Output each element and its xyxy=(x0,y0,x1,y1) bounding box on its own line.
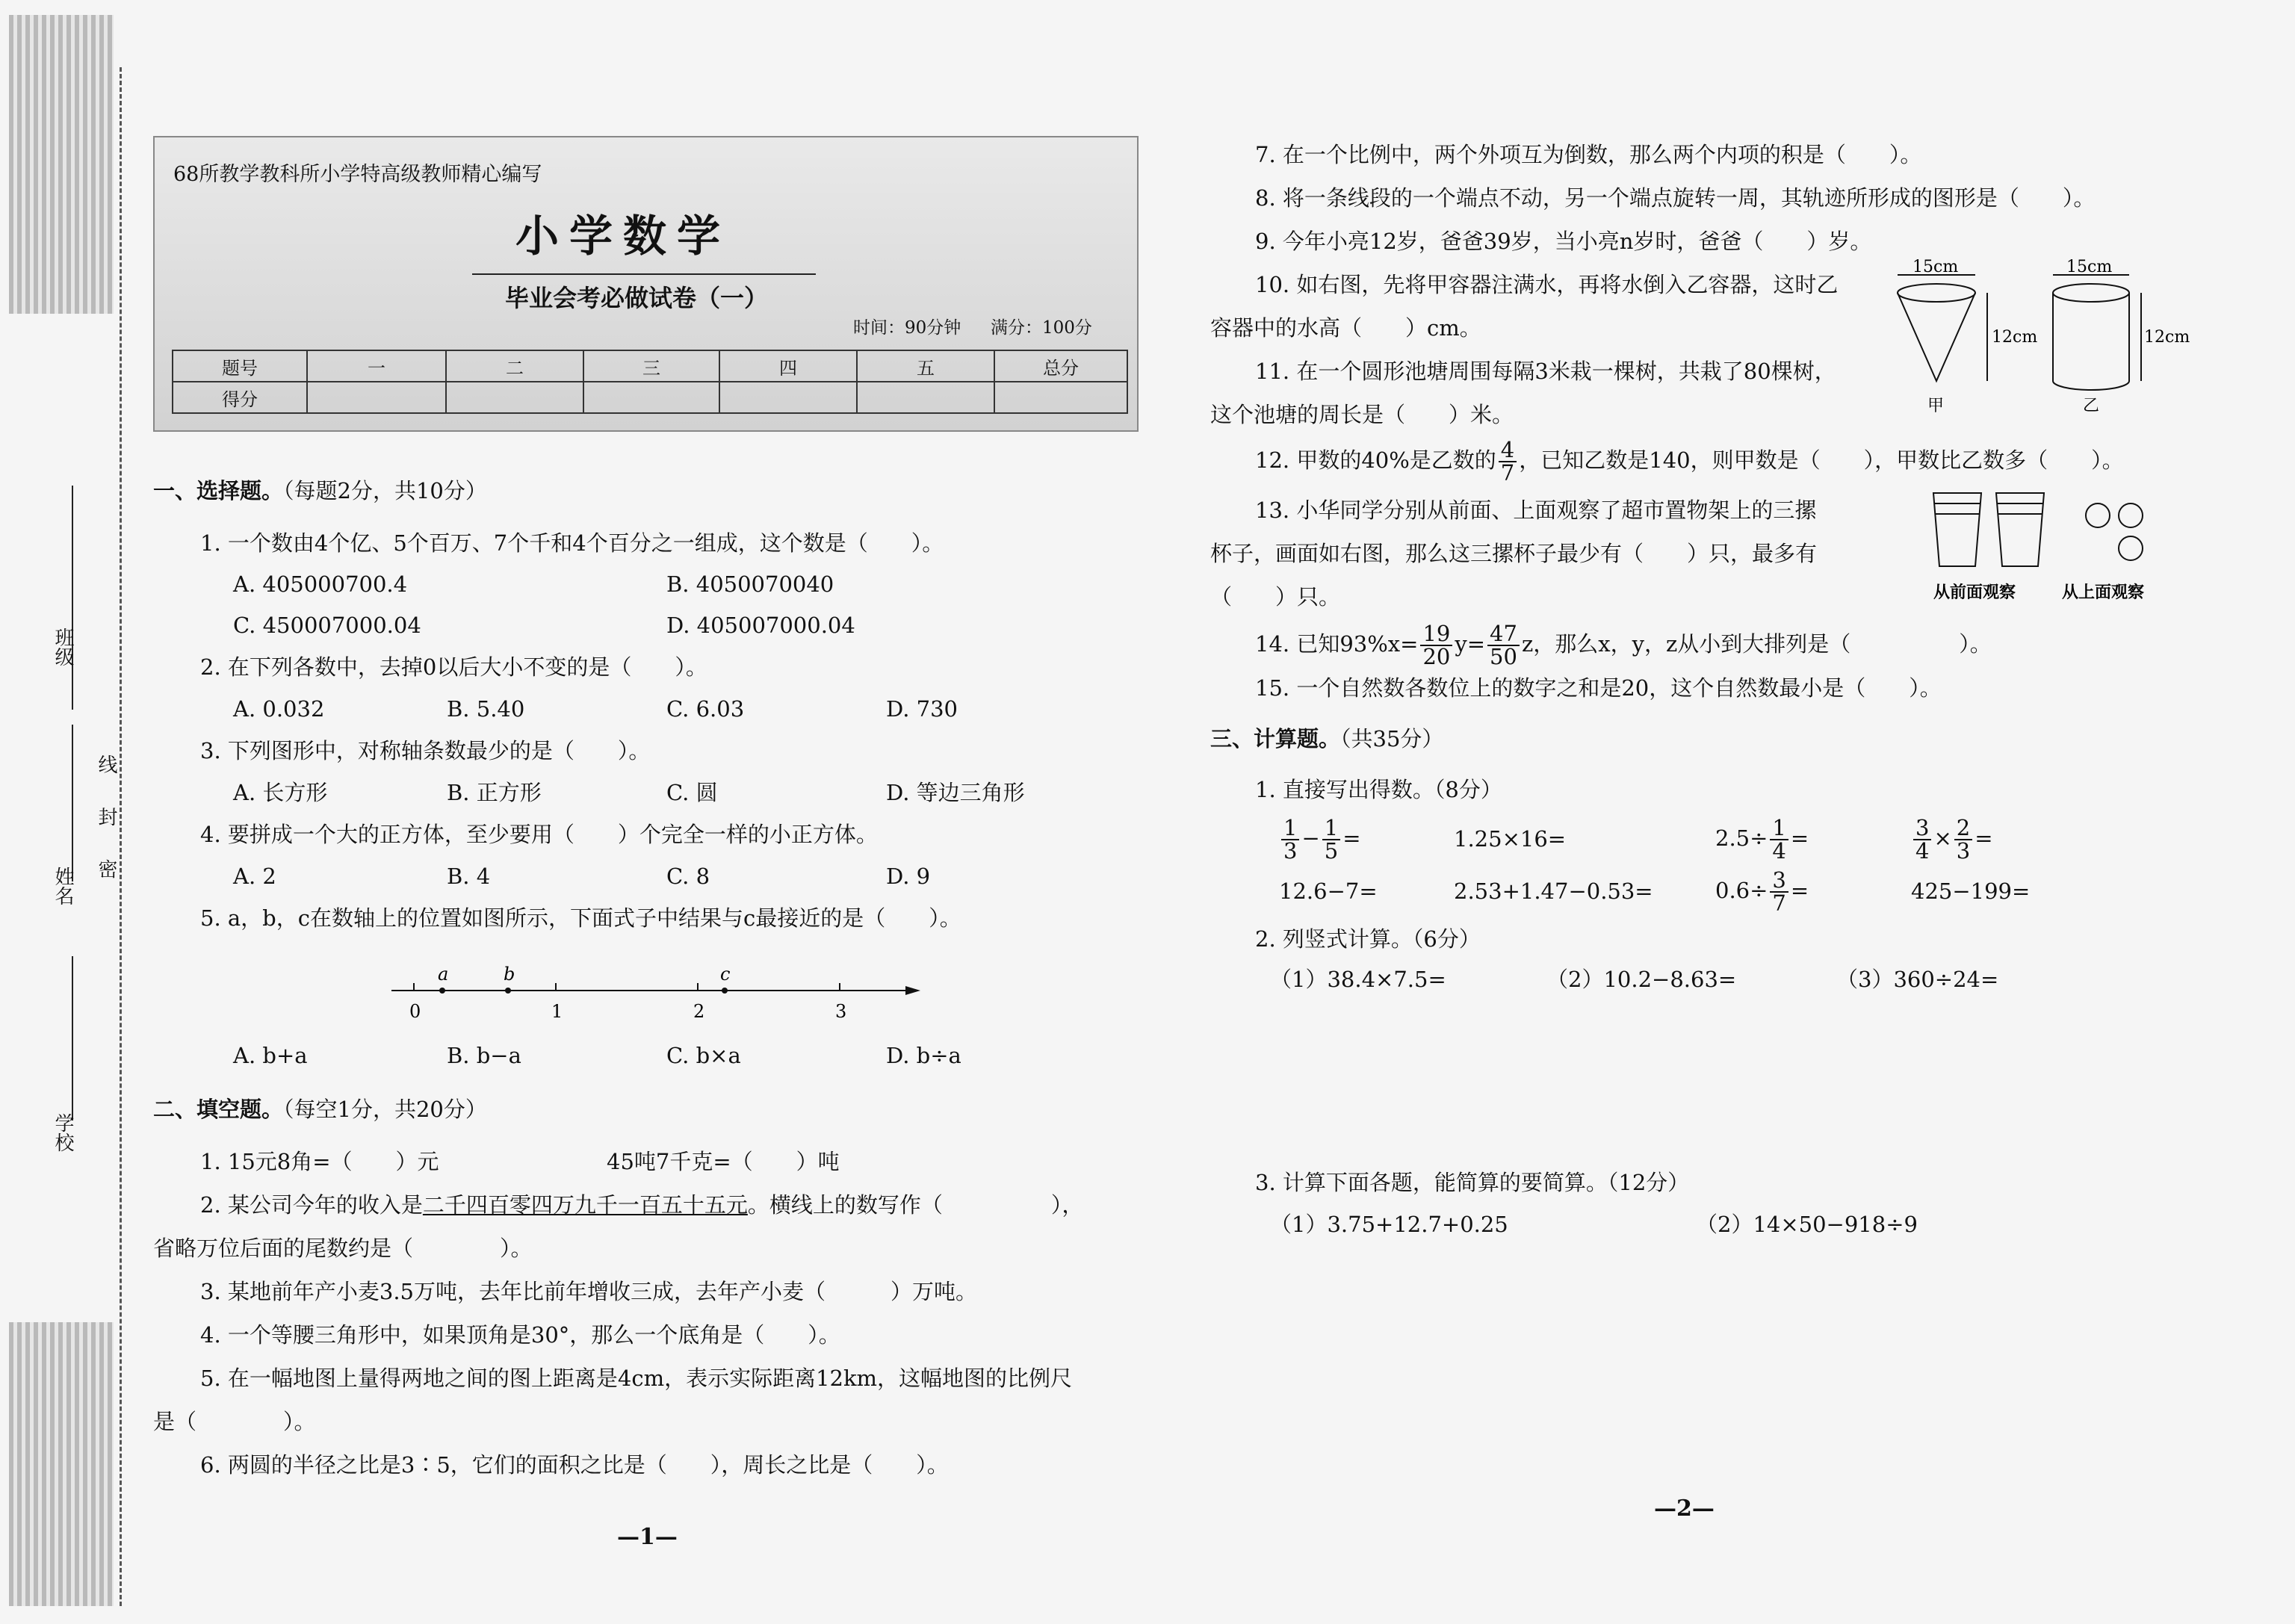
score-blank xyxy=(307,382,446,413)
tick-label-3: 3 xyxy=(835,1001,847,1022)
s3-e4-eq: = xyxy=(1975,825,1993,851)
s1-q4-option-d: D. 9 xyxy=(886,864,931,889)
s2-q14-frac1 xyxy=(1420,623,1452,668)
section2-title xyxy=(153,1097,487,1123)
s2-q3: 3. 某地前年产小麦3.5万吨，去年比前年增收三成，去年产小麦（ ）万吨。 xyxy=(200,1279,978,1304)
s1-q1-option-d: D. 405007000.04 xyxy=(666,613,855,638)
point-label-b: b xyxy=(504,964,515,985)
score-cell-q4: 四 xyxy=(719,350,857,382)
s3-s2: （2）14×50−918÷9 xyxy=(1696,1212,1918,1237)
s3-e1-n2: 1 xyxy=(1322,817,1340,840)
s2-q12-pre: 12. 甲数的40%是乙数的 xyxy=(1255,447,1496,473)
publisher-line: 68所教学教科所小学特高级教师精心编写 xyxy=(173,163,542,186)
s3-v2: （2）10.2−8.63= xyxy=(1546,967,1737,992)
s3-s1: （1）3.75+12.7+0.25 xyxy=(1270,1212,1508,1237)
point-a xyxy=(439,988,445,994)
s3-e4-n1: 3 xyxy=(1913,817,1931,840)
name-label: 姓名 xyxy=(52,867,74,905)
s1-q4-option-b: B. 4 xyxy=(447,864,491,889)
s1-q4-option-a: A. 2 xyxy=(233,864,276,889)
s3-e3-eq: = xyxy=(1790,825,1809,851)
s3-e7-n: 3 xyxy=(1770,870,1788,893)
s2-q6: 6. 两圆的半径之比是3∶5，它们的面积之比是（ ），周长之比是（ ）。 xyxy=(200,1452,949,1478)
s2-q10-line2: 容器中的水高（ ）cm。 xyxy=(1210,315,1481,341)
s3-e1-frac1 xyxy=(1281,817,1299,862)
score-blank xyxy=(994,382,1127,413)
s2-q11-line2: 这个池塘的周长是（ ）米。 xyxy=(1210,402,1514,427)
s2-q2-underlined: 二千四百零四万九千一百五十五元 xyxy=(422,1192,748,1218)
s3-e3-n: 1 xyxy=(1770,817,1788,840)
number-line-arrow xyxy=(905,986,920,995)
page-number-left: —1— xyxy=(617,1524,678,1550)
s3-e3 xyxy=(1715,817,1809,862)
s2-q11-line1: 11. 在一个圆形池塘周围每隔3米栽一棵树，共栽了80棵树， xyxy=(1255,359,1836,384)
cone-body xyxy=(1898,293,1975,381)
s3-e4-d1: 4 xyxy=(1915,838,1930,864)
number-line-figure xyxy=(388,964,926,1023)
s3-e6: 2.53+1.47−0.53= xyxy=(1454,878,1653,904)
section3-title xyxy=(1210,726,1443,752)
s2-q5-line2: 是（ ）。 xyxy=(153,1409,316,1434)
top-view-cup-3 xyxy=(2119,536,2143,560)
s3-e4-frac1 xyxy=(1913,817,1931,862)
cone-rim xyxy=(1898,284,1975,302)
s3-e4-op: × xyxy=(1933,825,1952,851)
s2-q12-num: 4 xyxy=(1499,439,1517,462)
score-blank xyxy=(583,382,719,413)
score-table-score-row xyxy=(173,382,1127,413)
tick-label-2: 2 xyxy=(693,1001,705,1022)
section1-heading: 一、选择题。 xyxy=(153,478,284,503)
s1-q3-option-a: A. 长方形 xyxy=(233,780,328,805)
name-fill-line xyxy=(72,725,73,881)
score-table xyxy=(172,350,1128,414)
s2-q14-n1: 19 xyxy=(1420,623,1452,646)
section2-note: （每空1分，共20分） xyxy=(283,1097,487,1122)
q13-figure xyxy=(1927,486,2181,613)
exam-title: 毕业会考必做试卷（一） xyxy=(505,284,769,312)
s2-q1b: 45吨7千克=（ ）吨 xyxy=(607,1149,840,1174)
s2-q5-line1: 5. 在一幅地图上量得两地之间的图上距离是4cm，表示实际距离12km，这幅地图的比例尺 xyxy=(200,1366,1073,1391)
score-cell-label: 题号 xyxy=(173,350,307,382)
s1-q3-option-b: B. 正方形 xyxy=(447,780,542,805)
s3-e4-d2: 3 xyxy=(1956,838,1971,864)
s2-q14-d1: 20 xyxy=(1422,644,1451,669)
cone-height-label: 12cm xyxy=(1992,328,2038,347)
front-view-caption: 从前面观察 xyxy=(1933,583,2016,602)
class-label: 班级 xyxy=(52,627,74,666)
s1-q1-stem: 1. 一个数由4个亿、5个百万、7个千和4个百分之一组成，这个数是（ ）。 xyxy=(200,530,944,556)
s2-q2-line1 xyxy=(200,1192,1083,1218)
s3-e4 xyxy=(1911,817,1993,862)
s2-q14 xyxy=(1255,623,1992,668)
cylinder-caption: 乙 xyxy=(2083,397,2100,415)
point-label-c: c xyxy=(720,964,731,985)
s2-q10-line1: 10. 如右图，先将甲容器注满水，再将水倒入乙容器，这时乙 xyxy=(1255,272,1839,297)
s3-e1-d1: 3 xyxy=(1283,838,1298,864)
s3-v3: （3）360÷24= xyxy=(1836,967,1999,992)
s3-e3-frac xyxy=(1770,817,1788,862)
seal-char-feng: 封 xyxy=(95,807,117,826)
s3-e1-n1: 1 xyxy=(1281,817,1299,840)
s3-p1-title: 1. 直接写出得数。（8分） xyxy=(1255,777,1502,802)
point-b xyxy=(505,988,511,994)
s1-q2-option-d: D. 730 xyxy=(886,696,958,722)
s2-q8: 8. 将一条线段的一个端点不动，另一个端点旋转一周，其轨迹所形成的图形是（ ）。 xyxy=(1255,185,2096,211)
s3-e3-pre: 2.5÷ xyxy=(1715,825,1768,851)
s3-e7 xyxy=(1715,867,1809,916)
s3-e4-frac2 xyxy=(1954,817,1972,862)
s1-q3-option-d: D. 等边三角形 xyxy=(886,780,1025,805)
s2-q14-d2: 50 xyxy=(1490,644,1517,669)
s2-q1a: 1. 15元8角=（ ）元 xyxy=(200,1149,439,1174)
s1-q4-stem: 4. 要拼成一个大的正方体，至少要用（ ）个完全一样的小正方体。 xyxy=(200,822,878,847)
section1-title xyxy=(153,478,487,504)
score-cell-q2: 二 xyxy=(446,350,583,382)
score-table-header-row xyxy=(173,350,1127,382)
s1-q1-option-b: B. 4050070040 xyxy=(666,571,834,597)
point-c xyxy=(722,988,728,994)
s3-e1-d2: 5 xyxy=(1324,838,1339,864)
s1-q1-option-a: A. 405000700.4 xyxy=(233,571,408,597)
time-limit: 时间：90分钟 xyxy=(853,318,961,338)
top-view-caption: 从上面观察 xyxy=(2062,583,2145,602)
s3-e7-d: 7 xyxy=(1772,890,1786,916)
s2-q4: 4. 一个等腰三角形中，如果顶角是30°，那么一个底角是（ ）。 xyxy=(200,1322,840,1348)
s2-q2-line2: 省略万位后面的尾数约是（ ）。 xyxy=(153,1236,533,1261)
s2-q14-mid: y= xyxy=(1455,631,1486,657)
q10-figure xyxy=(1883,258,2190,418)
full-score: 满分：100分 xyxy=(991,318,1092,338)
s1-q3-stem: 3. 下列图形中，对称轴条数最少的是（ ）。 xyxy=(200,738,651,763)
s1-q4-option-c: C. 8 xyxy=(666,864,710,889)
section2-heading: 二、填空题。 xyxy=(153,1097,284,1122)
school-label: 学校 xyxy=(52,1113,74,1152)
point-label-a: a xyxy=(438,964,449,985)
s1-q5-option-d: D. b÷a xyxy=(886,1043,961,1068)
score-blank xyxy=(719,382,857,413)
s2-q12-den: 7 xyxy=(1500,460,1515,486)
s2-q13-line1: 13. 小华同学分别从前面、上面观察了超市置物架上的三摞 xyxy=(1255,498,1817,523)
binding-dashed-line xyxy=(120,67,122,1606)
binding-strip-top xyxy=(9,15,114,314)
cylinder-width-label: 15cm xyxy=(2066,258,2113,276)
class-fill-line xyxy=(72,486,73,710)
s1-q2-stem: 2. 在下列各数中，去掉0以后大小不变的是（ ）。 xyxy=(200,654,707,680)
s3-v1: （1）38.4×7.5= xyxy=(1270,967,1446,992)
seal-char-mi: 密 xyxy=(95,859,117,878)
s3-p3-title: 3. 计算下面各题，能简算的要简算。（12分） xyxy=(1255,1170,1690,1195)
s1-q5-option-c: C. b×a xyxy=(666,1043,741,1068)
s2-q14-post: z，那么x，y，z从小到大排列是（ ）。 xyxy=(1521,631,1992,657)
score-cell-q5: 五 xyxy=(857,350,994,382)
s2-q14-pre: 14. 已知93%x= xyxy=(1255,631,1419,657)
score-row-label: 得分 xyxy=(173,382,307,413)
cylinder-height-label: 12cm xyxy=(2144,328,2190,347)
s1-q2-option-a: A. 0.032 xyxy=(233,696,325,722)
tick-label-0: 0 xyxy=(409,1001,421,1022)
s2-q12-post: ，已知乙数是140，则甲数是（ ），甲数比乙数多（ ）。 xyxy=(1519,447,2124,473)
s3-e1 xyxy=(1279,817,1361,862)
subject-title: 小学数学 xyxy=(515,211,731,261)
cone-caption: 甲 xyxy=(1927,397,1945,415)
score-cell-total: 总分 xyxy=(994,350,1127,382)
s3-e1-eq: = xyxy=(1342,825,1361,851)
cone-width-label: 15cm xyxy=(1912,258,1959,276)
cylinder-bottom xyxy=(2053,381,2129,390)
seal-char-xian: 线 xyxy=(95,754,117,774)
s2-q2-pre: 2. 某公司今年的收入是 xyxy=(200,1192,423,1218)
s3-e7-pre: 0.6÷ xyxy=(1715,878,1768,903)
s2-q2-post: 。横线上的数写作（ ）， xyxy=(747,1192,1084,1218)
s2-q14-frac2 xyxy=(1487,623,1520,668)
s2-q12-fraction xyxy=(1499,439,1517,484)
score-cell-q3: 三 xyxy=(583,350,719,382)
s3-e1-op: − xyxy=(1301,825,1320,851)
s3-e1-frac2 xyxy=(1322,817,1340,862)
tick-label-1: 1 xyxy=(551,1001,563,1022)
s3-p2-title: 2. 列竖式计算。（6分） xyxy=(1255,926,1481,952)
s2-q13-line2: 杯子，画面如右图，那么这三摞杯子最少有（ ）只，最多有 xyxy=(1210,541,1818,566)
s3-e4-n2: 2 xyxy=(1954,817,1972,840)
top-view-cup-2 xyxy=(2119,503,2143,527)
s3-e7-eq: = xyxy=(1790,878,1809,903)
s3-e3-d: 4 xyxy=(1772,838,1786,864)
score-blank xyxy=(857,382,994,413)
title-rule xyxy=(472,273,816,275)
s1-q2-option-b: B. 5.40 xyxy=(447,696,525,722)
s2-q7: 7. 在一个比例中，两个外项互为倒数，那么两个内项的积是（ ）。 xyxy=(1255,142,1922,167)
s1-q2-option-c: C. 6.03 xyxy=(666,696,745,722)
section3-note: （共35分） xyxy=(1340,726,1444,751)
section3-heading: 三、计算题。 xyxy=(1210,726,1341,751)
page-number-right: —2— xyxy=(1654,1496,1715,1522)
s1-q3-option-c: C. 圆 xyxy=(666,780,718,805)
score-cell-q1: 一 xyxy=(307,350,446,382)
s3-e5: 12.6−7= xyxy=(1279,878,1378,904)
s1-q5-option-a: A. b+a xyxy=(233,1043,308,1068)
s2-q9: 9. 今年小亮12岁，爸爸39岁，当小亮n岁时，爸爸（ ）岁。 xyxy=(1255,229,1872,254)
s3-e8: 425−199= xyxy=(1911,878,2031,904)
s1-q5-option-b: B. b−a xyxy=(447,1043,521,1068)
s3-e2: 1.25×16= xyxy=(1454,826,1567,852)
s2-q12 xyxy=(1255,439,2124,484)
binding-strip-bottom xyxy=(9,1322,114,1606)
s3-e7-frac xyxy=(1770,867,1788,916)
s2-q13-line3: （ ）只。 xyxy=(1210,584,1341,610)
s1-q5-stem: 5. a，b，c在数轴上的位置如图所示，下面式子中结果与c最接近的是（ ）。 xyxy=(200,905,961,931)
score-blank xyxy=(446,382,583,413)
section1-note: （每题2分，共10分） xyxy=(283,478,487,503)
s2-q14-n2: 47 xyxy=(1487,623,1520,646)
top-view-cup-1 xyxy=(2086,503,2110,527)
cylinder-top xyxy=(2053,284,2129,302)
s2-q15: 15. 一个自然数各数位上的数字之和是20，这个自然数最小是（ ）。 xyxy=(1255,675,1942,701)
s1-q1-option-c: C. 450007000.04 xyxy=(233,613,421,638)
school-fill-line xyxy=(72,956,73,1121)
